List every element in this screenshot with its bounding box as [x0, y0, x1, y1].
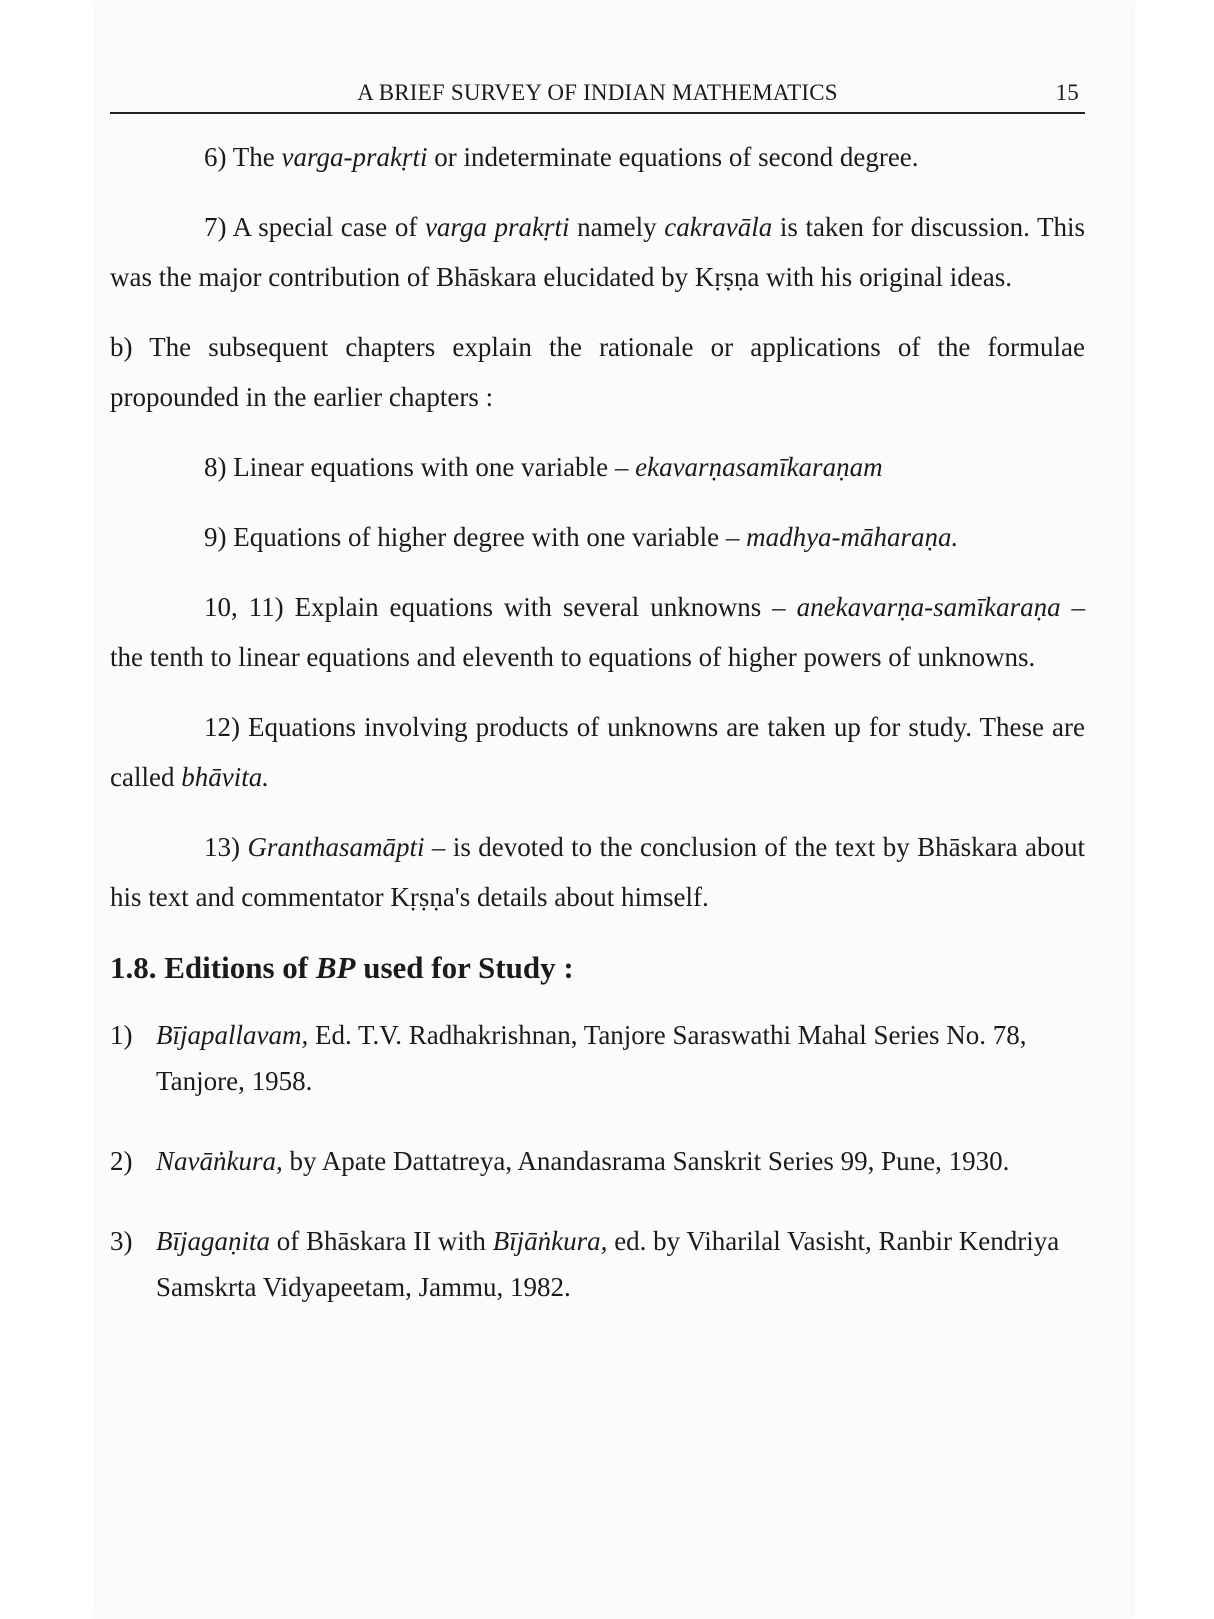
reference-title: Bījapallavam,: [156, 1020, 309, 1050]
page-content: [110, 78, 1085, 1344]
reference-title-2: Bījāṅkura,: [492, 1226, 608, 1256]
list-item-9: 9) Equations of higher degree with one variable – madhya-māharaṇa.: [204, 522, 959, 552]
list-item-7: 7) A special case of varga prakṛti namely cakravāla is taken for discussion. This was the major contribution of Bhāskara elucidated by Kṛṣṇa with his original ideas.: [110, 212, 1085, 292]
reference-list: [110, 1012, 1085, 1310]
reference-item: [110, 1012, 1085, 1104]
list-item-10-11: 10, 11) Explain equations with several unknowns – anekavarṇa-samīkaraṇa – the tenth to linear equations and eleventh to equations of higher powers of unknowns.: [110, 592, 1086, 672]
reference-number: 1): [110, 1020, 133, 1050]
reference-connector: of Bhāskara II with: [270, 1226, 493, 1256]
running-header: [110, 78, 1085, 114]
reference-details: by Apate Dattatreya, Anandasrama Sanskrit Series 99, Pune, 1930.: [282, 1146, 1010, 1176]
book-page: [96, 0, 1132, 1619]
reference-number: 3): [110, 1226, 133, 1256]
reference-title: Navāṅkura,: [156, 1146, 283, 1176]
list-item-13: 13) Granthasamāpti – is devoted to the conclusion of the text by Bhāskara about his text and commentator Kṛṣṇa's details about himself.: [110, 832, 1085, 912]
reference-details: ed. by Viharilal Vasisht, Ranbir Kendriya Samskrta Vidyapeetam, Jammu, 1982.: [156, 1226, 1060, 1302]
reference-title: Bījagaṇita: [156, 1226, 270, 1256]
page-number: 15: [1055, 80, 1079, 105]
running-header-title: A BRIEF SURVEY OF INDIAN MATHEMATICS: [357, 80, 838, 105]
reference-item: [110, 1138, 1085, 1184]
reference-details: Ed. T.V. Radhakrishnan, Tanjore Saraswathi Mahal Series No. 78, Tanjore, 1958.: [156, 1020, 1027, 1096]
paragraph-b: b) The subsequent chapters explain the rationale or applications of the formulae propounded in the earlier chapters :: [110, 332, 1085, 412]
reference-item: [110, 1218, 1085, 1310]
list-item-12: 12) Equations involving products of unknowns are taken up for study. These are called bhāvita.: [110, 712, 1085, 792]
list-item-6: 6) The varga-prakṛti or indeterminate equations of second degree.: [204, 142, 919, 172]
reference-number: 2): [110, 1146, 133, 1176]
list-item-8: 8) Linear equations with one variable – ekavarṇasamīkaraṇam: [204, 452, 883, 482]
section-heading: 1.8. Editions of BP used for Study :: [110, 950, 574, 985]
